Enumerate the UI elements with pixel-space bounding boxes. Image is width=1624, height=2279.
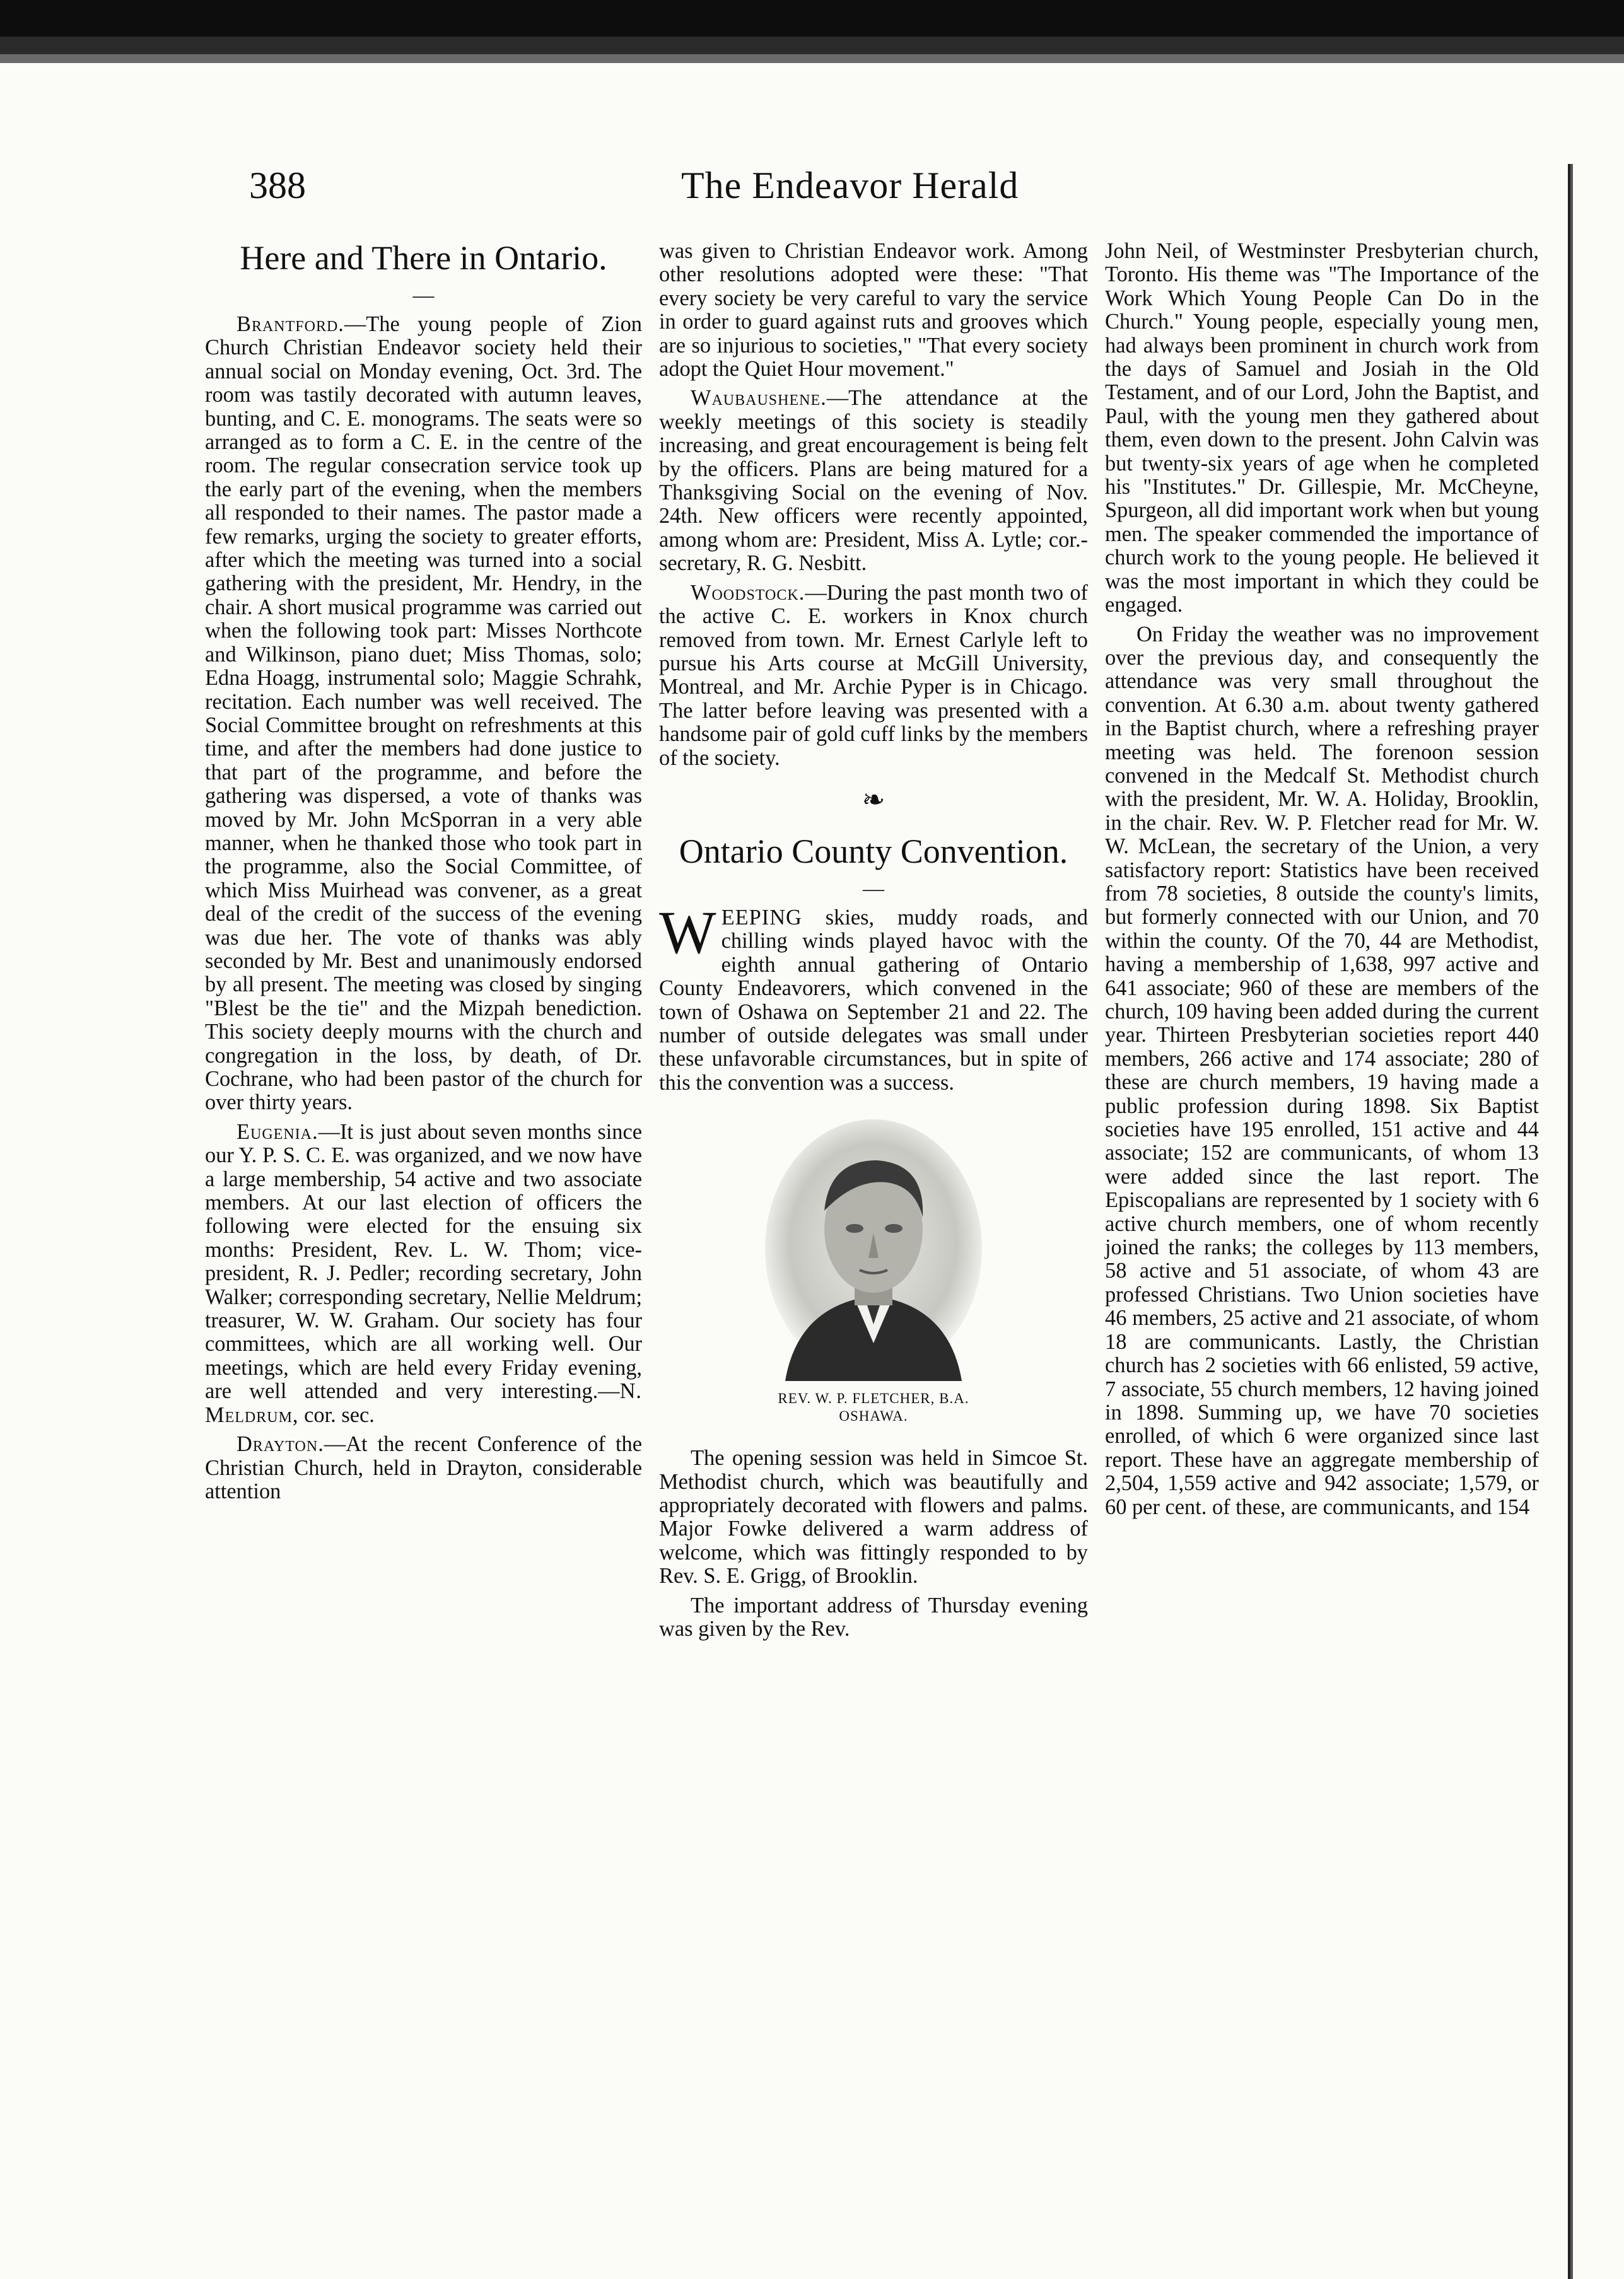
paragraph-text: On Friday the weather was no improvement over the previous day, and consequently the attendance was very small throughout the convention. At 6.30 a.m. about twenty gathered in the Baptist church, where a refreshing prayer meeting was held. The forenoon session convened in the Medcalf St. Methodist church with the president, Mr. W. A. Holiday, Brooklin, in the chair. Rev. W. P. Fletcher read for Mr. W. W. McLean, the secretary of the Union, a very satisfactory report: Statistics have been received from 78 societies, 8 outside the county's limits, but formerly connected with our Union, and 70 within the county. Of the 70, 44 are Methodist, having a membership of 1,638, 997 active and 641 associate; 960 of these are members of the church, 109 having been added during the current year. Thirteen Presbyterian societies report 440 members, 266 active and 174 associate; 280 of these are church members, 19 having made a public profession during 1898. Six Baptist societies have 195 enrolled, 151 active and 44 associate; 152 are communicants, of whom 13 were added since the last report. The Episcopalians are represented by 1 society with 6 active church members, one of whom recently joined the ranks; the colleges by 113 members, 58 active and 51 associate, of whom 43 are professed Christians. Two Union societies have 46 members, 25 active and 21 associate, of whom 18 are communicants. Lastly, the Christian church has 2 societies with 66 enlisted, 59 active, 7 associate, 55 church members, 12 having joined in 1898. Summing up, we have 70 societies enrolled, of which 6 were organized since last report. These have an aggregate membership of 2,504, 1,559 active and 942 associate; 1,579, or 60 per cent. of these, are communicants, and 154 bbox=[1105, 622, 1539, 1519]
paragraph-text: skies, muddy roads, and chilling winds played havoc with the eighth annual gathering of Ontario County Endeavorers, which convened in the town of Oshawa on September 21 and 22. The number of outside delegates was small under these unfavorable circumstances, but in spite of this the convention was a success. bbox=[659, 905, 1088, 1095]
paragraph-waubaushene bbox=[659, 387, 1088, 575]
place-name: Eugenia. bbox=[237, 1119, 318, 1144]
page-edge-shadow bbox=[1568, 164, 1577, 2279]
signature-role: cor. sec. bbox=[298, 1402, 375, 1427]
lead-caps: EEPING bbox=[721, 905, 802, 930]
paragraph-opening-session bbox=[659, 1447, 1088, 1588]
portrait-photo bbox=[760, 1116, 987, 1381]
paragraph-weeping bbox=[659, 898, 1088, 1095]
place-name: Brantford. bbox=[237, 312, 344, 336]
paragraph-continued bbox=[659, 240, 1088, 381]
article-title-ontario-county: Ontario County Convention. bbox=[679, 832, 1068, 870]
title-rule: — bbox=[863, 877, 884, 901]
portrait-caption bbox=[659, 1390, 1088, 1425]
paragraph-woodstock bbox=[659, 581, 1088, 770]
paragraph-eugenia bbox=[205, 1121, 642, 1427]
paragraph-thursday-address bbox=[659, 1594, 1088, 1641]
paragraph-drayton bbox=[205, 1433, 642, 1503]
paragraph-text: was given to Christian Endeavor work. Among other resolutions adopted were these: "That every society be very careful to vary the service in order to guard against ruts and grooves which are so injurious to societies," "That every society adopt the Quiet Hour movement." bbox=[659, 239, 1088, 382]
caption-line-name: REV. W. P. FLETCHER, B.A. bbox=[778, 1390, 969, 1407]
paragraph-text: —At the recent Conference of the Christian Church, held in Drayton, considerable attention bbox=[205, 1432, 642, 1503]
section-ornament-icon: ❧ bbox=[862, 784, 885, 815]
place-name: Woodstock. bbox=[691, 580, 805, 605]
paragraph-text: —During the past month two of the active C. E. workers in Knox church removed from town. Mr. Ernest Carlyle left to pursue his Arts course at McGill University, Montreal, and Mr. Archie Pyper is in Chicago. The latter before leaving was presented with a handsome pair of gold cuff links by the members of the society. bbox=[659, 580, 1088, 770]
signature-name: N. Meldrum, bbox=[205, 1379, 642, 1427]
top-border-rule bbox=[0, 0, 1624, 76]
running-title: The Endeavor Herald bbox=[681, 165, 1019, 206]
paragraph-text: John Neil, of Westminster Presbyterian church, Toronto. His theme was "The Importance of the Work Which Young People Can Do in the Church." Young people, especially young men, had always been prominent in church work from the days of Samuel and Josiah in the Old Testament, and of our Lord, John the Baptist, and Paul, with the young men they gathered about them, even down to the present. John Calvin was but twenty-six years of age when he completed his "Institutes." Dr. Gillespie, Mr. McCheyne, Spurgeon, all did important work when but young men. The speaker commended the importance of church work to the young people. He believed it was the most important in which they could be engaged. bbox=[1105, 239, 1539, 617]
paragraph-brantford bbox=[205, 313, 642, 1115]
paragraph-text: —It is just about seven months since our Y. P. S. C. E. was organized, and we now have a large membership, 54 active and two associate members. At our last election of officers the following were elected for the ensuing six months: President, Rev. L. W. Thom; vice-president, R. J. Pedler; recording secretary, John Walker; corresponding secretary, Nellie Meldrum; treasurer, W. W. Graham. Our society has four committees, which are all working well. Our meetings, which are held every Friday evening, are well attended and very interesting.— bbox=[205, 1119, 642, 1404]
paragraph-friday bbox=[1105, 623, 1539, 1519]
column-1 bbox=[205, 240, 642, 1509]
page-header bbox=[0, 163, 1624, 219]
page-number: 388 bbox=[249, 165, 306, 206]
column-3 bbox=[1105, 240, 1539, 1525]
paragraph-text: —The young people of Zion Church Christian Endeavor society held their annual social on Monday evening, Oct. 3rd. The room was tastily decorated with autumn leaves, bunting, and C. E. monograms. The seats were so arranged as to form a C. E. in the centre of the room. The regular consecration service took up the early part of the evening, when the members all responded to their names. The pastor made a few remarks, urging the society to greater efforts, after which the meeting was turned into a social gathering with the president, Mr. Hendry, in the chair. A short musical programme was carried out when the following took part: Misses Northcote and Wilkinson, piano duet; Miss Thomas, solo; Edna Hoagg, instrumental solo; Maggie Schrahk, recitation. Each number was well received. The Social Committee brought on refreshments at this time, and after the members had done justice to that part of the programme, and before the gathering was dispersed, a vote of thanks was moved by Mr. John McSporran in a very able manner, when he thanked those who took part in the programme, also the Social Committee, of which Miss Muirhead was convener, as a great deal of the credit of the success of the evening was due her. The vote of thanks was ably seconded by Mr. Best and unanimously endorsed by all present. The meeting was closed by singing "Blest be the tie" and the Mizpah benediction. This society deeply mourns with the church and congregation in the loss, by death, of Dr. Cochrane, who had been pastor of the church for over thirty years. bbox=[205, 312, 642, 1115]
title-rule: — bbox=[412, 284, 435, 307]
drop-cap: W bbox=[659, 898, 716, 966]
paragraph-text: The opening session was held in Simcoe St. Methodist church, which was beautifully and appropriately decorated with flowers and palms. Major Fowke delivered a warm address of welcome, which was fittingly responded to by Rev. S. E. Grigg, of Brooklin. bbox=[659, 1446, 1088, 1588]
article-title-here-and-there: Here and There in Ontario. bbox=[240, 239, 607, 277]
portrait-illustration bbox=[760, 1116, 987, 1381]
paragraph-text: The important address of Thursday evening was given by the Rev. bbox=[659, 1593, 1088, 1641]
place-name: Waubaushene. bbox=[691, 386, 827, 411]
paragraph-text: —The attendance at the weekly meetings of this society is steadily increasing, and great encouragement is being felt by the officers. Plans are being matured for a Thanksgiving Social on the evening of Nov. 24th. New officers were recently appointed, among whom are: President, Miss A. Lytle; cor.-secretary, R. G. Nesbitt. bbox=[659, 386, 1088, 576]
caption-line-place: OSHAWA. bbox=[839, 1408, 908, 1425]
place-name: Drayton. bbox=[237, 1432, 324, 1457]
paragraph-continued bbox=[1105, 240, 1539, 617]
column-2 bbox=[659, 240, 1088, 1647]
